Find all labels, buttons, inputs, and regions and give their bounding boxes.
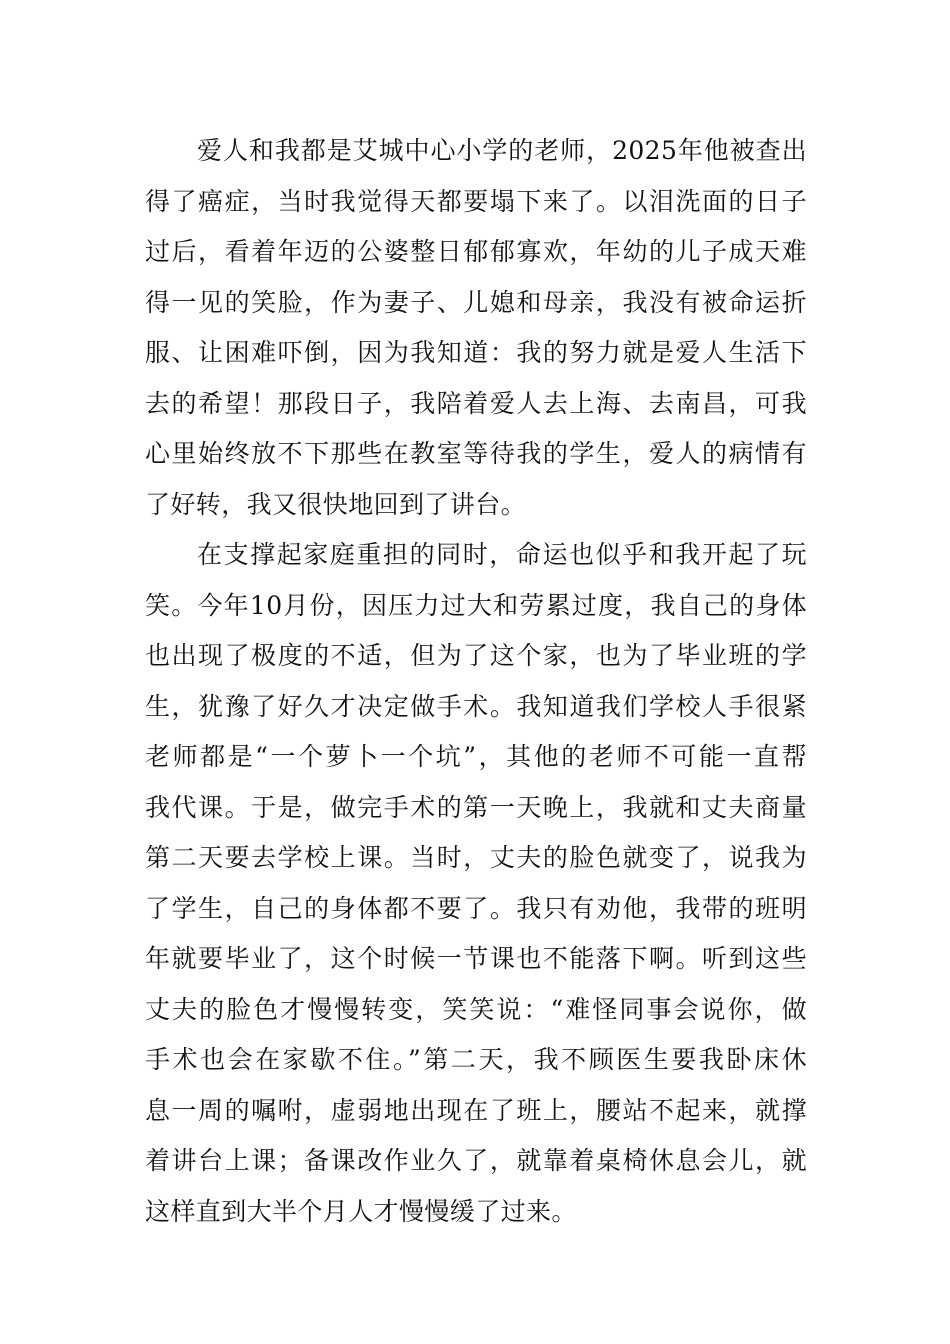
text-line: 心里始终放不下那些在教室等待我的学生，爱人的病情有 (145, 439, 807, 468)
text-line: 得一见的笑脸，作为妻子、儿媳和母亲，我没有被命运折 (145, 287, 807, 317)
text-line: 得了癌症，当时我觉得天都要塌下来了。以泪洗面的日子 (145, 186, 807, 216)
paragraph-2 (145, 530, 807, 1237)
text-line: 也出现了极度的不适，但为了这个家，也为了毕业班的学 (145, 641, 807, 670)
document-body (145, 126, 807, 1237)
text-line: 这样直到大半个月人才慢慢缓了过来。 (145, 1196, 577, 1226)
text-line: 第二天要去学校上课。当时，丈夫的脸色就变了，说我为 (145, 843, 807, 872)
text-line: 生，犹豫了好久才决定做手术。我知道我们学校人手很紧 (145, 691, 807, 721)
text-line: 丈夫的脸色才慢慢转变，笑笑说：“难怪同事会说你，做 (145, 994, 807, 1024)
text-line: 笑。今年10月份，因压力过大和劳累过度，我自己的身体 (145, 590, 807, 620)
text-line: 着讲台上课；备课改作业久了，就靠着桌椅休息会儿，就 (145, 1146, 807, 1175)
text-line: 爱人和我都是艾城中心小学的老师，2025年他被查出 (197, 136, 807, 165)
text-line: 我代课。于是，做完手术的第一天晚上，我就和丈夫商量 (145, 792, 807, 822)
text-line: 去的希望！那段日子，我陪着爱人去上海、去南昌，可我 (145, 388, 807, 418)
text-line: 年就要毕业了，这个时候一节课也不能落下啊。听到这些 (145, 944, 807, 973)
text-line: 过后，看着年迈的公婆整日郁郁寡欢，年幼的儿子成天难 (145, 237, 807, 266)
text-line: 老师都是“一个萝卜一个坑”，其他的老师不可能一直帮 (145, 742, 807, 771)
text-line: 息一周的嘱咐，虚弱地出现在了班上，腰站不起来，就撑 (145, 1095, 807, 1125)
text-line: 在支撑起家庭重担的同时，命运也似乎和我开起了玩 (197, 540, 807, 569)
paragraph-1 (145, 126, 807, 530)
text-line: 手术也会在家歇不住。”第二天，我不顾医生要我卧床休 (145, 1045, 807, 1074)
text-line: 了好转，我又很快地回到了讲台。 (145, 489, 527, 519)
text-line: 了学生，自己的身体都不要了。我只有劝他，我带的班明 (145, 893, 807, 923)
text-line: 服、让困难吓倒，因为我知道：我的努力就是爱人生活下 (145, 338, 807, 367)
